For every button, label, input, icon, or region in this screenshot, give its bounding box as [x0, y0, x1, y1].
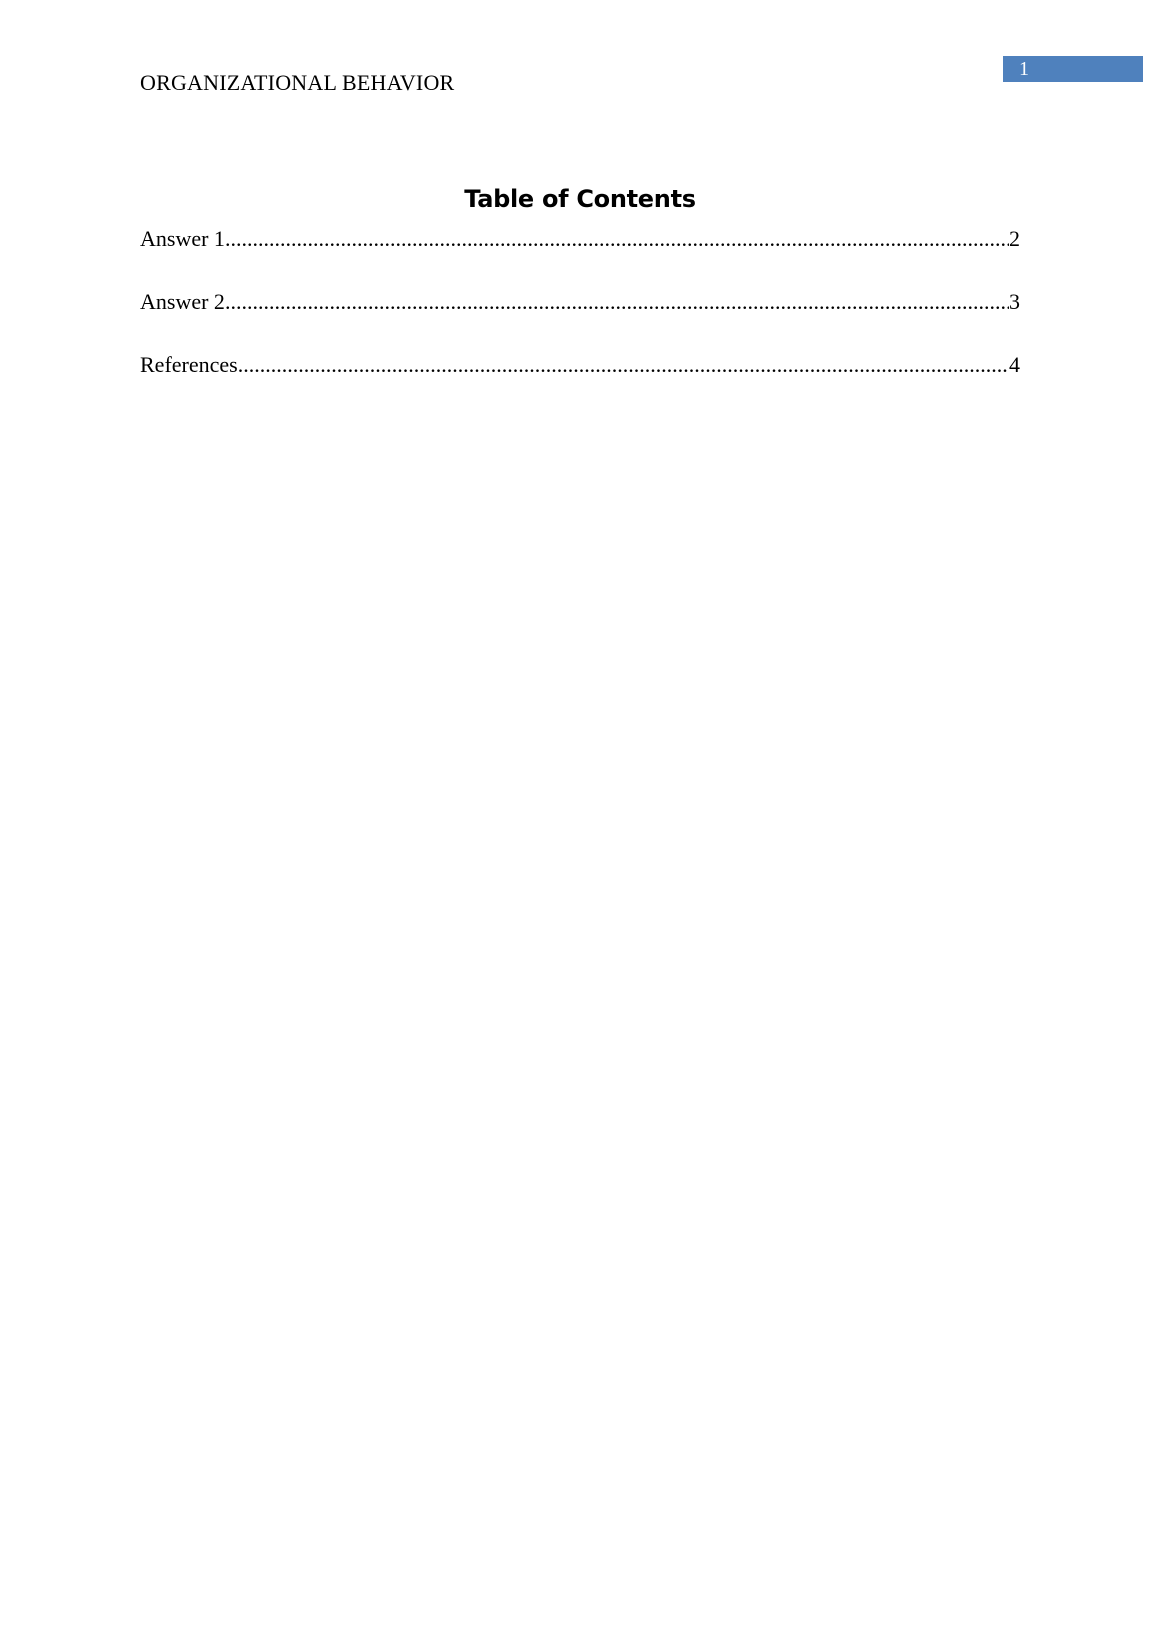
page-number-badge [1003, 56, 1143, 82]
toc-entry-answer-1[interactable] [140, 224, 1020, 253]
toc-entry-page: 2 [1009, 226, 1020, 251]
toc-entry-label: Answer 1 [140, 226, 225, 251]
page-number: 1 [1019, 58, 1029, 80]
toc-dot-leader [225, 287, 1009, 316]
toc-entry-label: References [140, 352, 238, 377]
toc-dot-leader [225, 224, 1009, 253]
toc-entry-references[interactable] [140, 350, 1020, 379]
toc-entry-page: 3 [1009, 289, 1020, 314]
table-of-contents [140, 224, 1020, 413]
toc-title: Table of Contents [464, 185, 696, 213]
toc-entry-page: 4 [1009, 352, 1020, 377]
running-head: ORGANIZATIONAL BEHAVIOR [140, 70, 455, 95]
toc-entry-label: Answer 2 [140, 289, 225, 314]
toc-entry-answer-2[interactable] [140, 287, 1020, 316]
toc-dot-leader [238, 350, 1009, 379]
